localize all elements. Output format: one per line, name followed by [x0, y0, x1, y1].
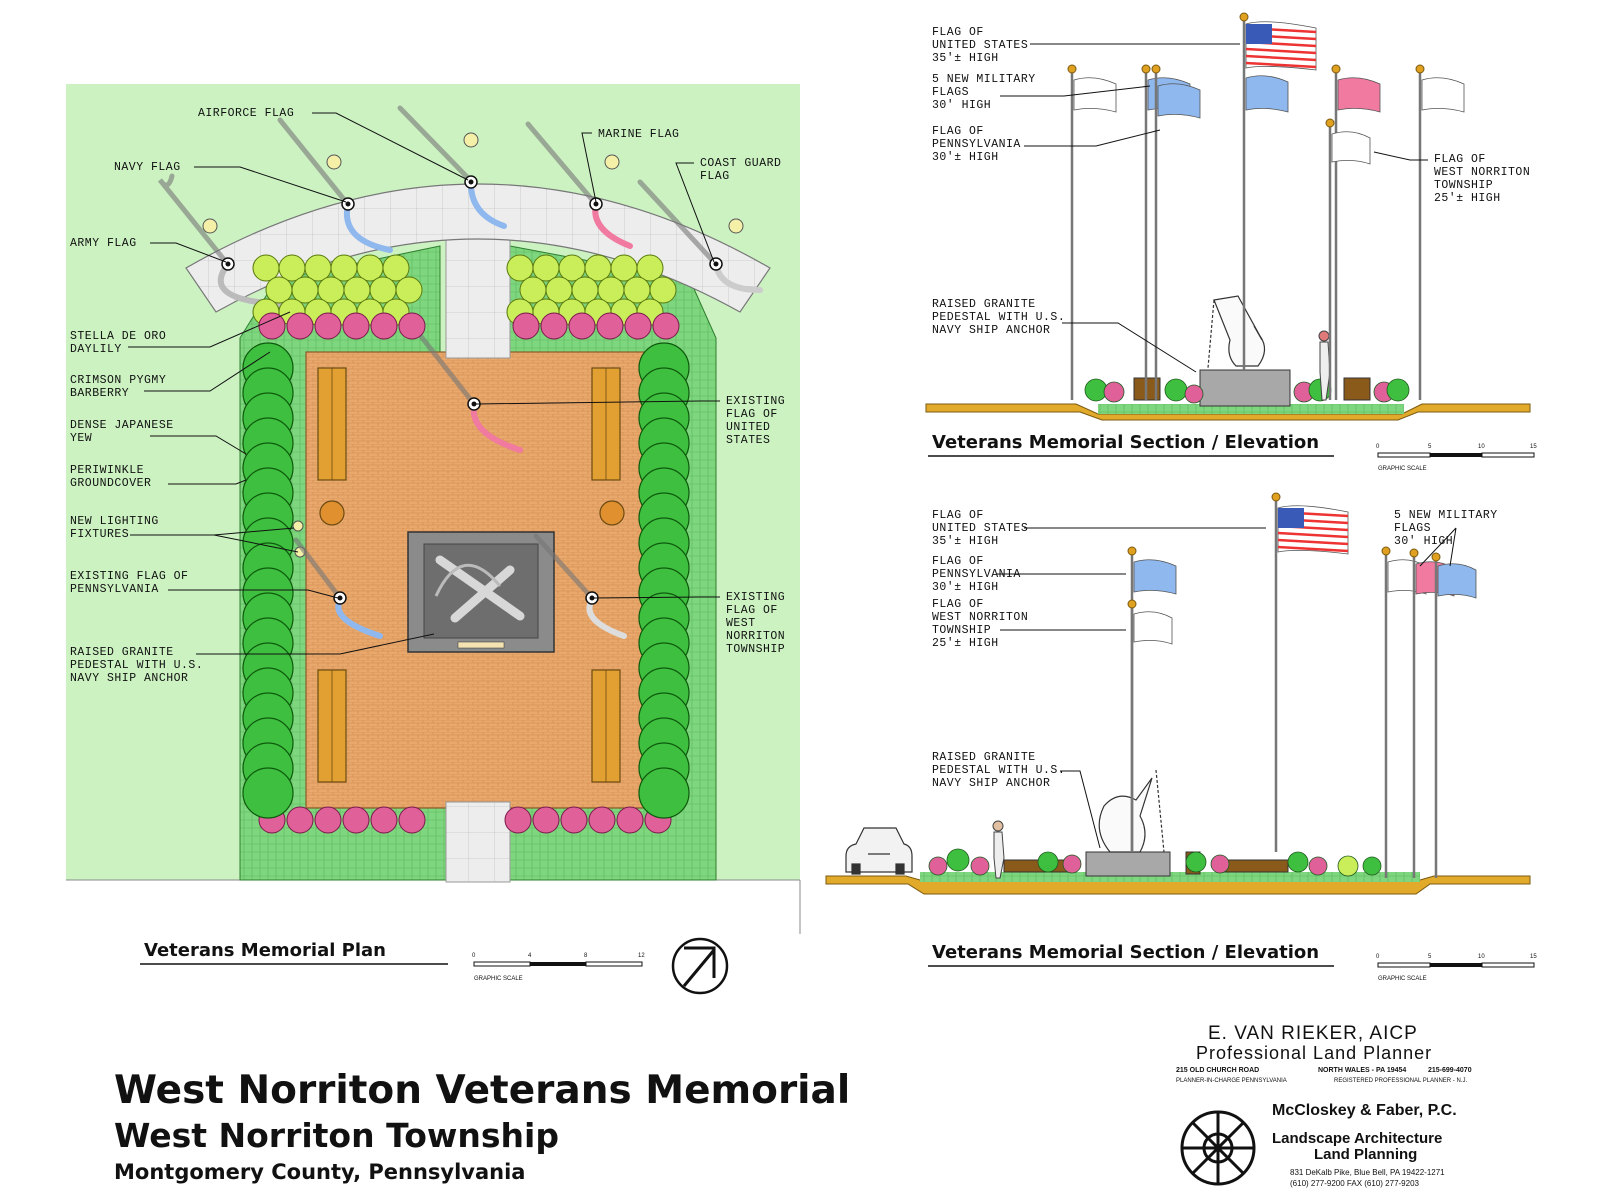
barberry-shrub	[597, 313, 623, 339]
flag-icon	[1074, 78, 1116, 112]
firm-name: McCloskey & Faber, P.C.	[1272, 1102, 1457, 1119]
label-pedestal-3: NAVY SHIP ANCHOR	[70, 672, 189, 685]
e1-mil-1: 5 NEW MILITARY	[932, 73, 1036, 86]
barberry-shrub	[315, 313, 341, 339]
e2-mil-1: 5 NEW MILITARY	[1394, 509, 1498, 522]
project-title: West Norriton Veterans Memorial	[114, 1068, 851, 1113]
label-crimson-2: BARBERRY	[70, 387, 130, 400]
e2-ped-1: RAISED GRANITE	[932, 751, 1036, 764]
elevation-shrub	[1387, 379, 1409, 401]
plan-title: Veterans Memorial Plan	[144, 940, 386, 961]
label-coast-guard-2: FLAG	[700, 170, 730, 183]
plan-scale-0: 0	[472, 953, 476, 959]
project-location: Montgomery County, Pennsylvania	[114, 1160, 526, 1184]
barberry-shrub	[561, 807, 587, 833]
e1-ped-1: RAISED GRANITE	[932, 298, 1036, 311]
e2-us-1: FLAG OF	[932, 509, 984, 522]
flag-canton	[1246, 24, 1272, 44]
pole-finial	[1410, 549, 1418, 557]
e2-pa-3: 30'± HIGH	[932, 581, 999, 594]
elev1-scale-0: 0	[1376, 444, 1380, 450]
e1-wn-2: WEST NORRITON	[1434, 166, 1531, 179]
pole-finial	[1128, 600, 1136, 608]
elev1-labels	[932, 26, 1530, 337]
elev2-scale-caption: GRAPHIC SCALE	[1378, 976, 1427, 982]
flag-icon	[1134, 612, 1172, 644]
elevation-shrub	[1338, 856, 1358, 876]
elev2-person-icon	[993, 821, 1004, 878]
flag-icon	[1338, 78, 1380, 112]
elevation-shrub	[1288, 852, 1308, 872]
e1-us-2: UNITED STATES	[932, 39, 1029, 52]
e1-mil-3: 30' HIGH	[932, 99, 992, 112]
elev2-title: Veterans Memorial Section / Elevation	[932, 942, 1320, 963]
label-lighting-2: FIXTURES	[70, 528, 130, 541]
pole-finial	[1068, 65, 1076, 73]
pole-finial	[1432, 553, 1440, 561]
planner-city: NORTH WALES - PA 19454	[1318, 1067, 1407, 1074]
planner-note-left: PLANNER-IN-CHARGE PENNSYLVANIA	[1176, 1078, 1287, 1084]
sidewalk	[66, 880, 800, 934]
e2-us-3: 35'± HIGH	[932, 535, 999, 548]
barberry-shrub	[343, 807, 369, 833]
e1-ped-2: PEDESTAL WITH U.S.	[932, 311, 1066, 324]
plan-scale-caption: GRAPHIC SCALE	[474, 976, 523, 982]
north-arrow-icon	[673, 939, 727, 993]
barberry-shrub	[399, 313, 425, 339]
planner-name: E. VAN RIEKER, AICP	[1208, 1023, 1418, 1044]
label-navy-flag: NAVY FLAG	[114, 161, 181, 174]
barberry-shrub	[287, 313, 313, 339]
label-airforce-flag: AIRFORCE FLAG	[198, 107, 295, 120]
label-army-flag: ARMY FLAG	[70, 237, 137, 250]
flag-icon	[1158, 84, 1200, 118]
firm-phone: (610) 277-9200 FAX (610) 277-9203	[1290, 1179, 1419, 1188]
memorial-plan	[66, 84, 800, 934]
barberry-shrub	[315, 807, 341, 833]
elevation-shrub	[1363, 857, 1381, 875]
label-us-flag-4: STATES	[726, 434, 771, 447]
elevation-shrub	[929, 857, 947, 875]
e1-wn-3: TOWNSHIP	[1434, 179, 1494, 192]
label-wn-flag-2: FLAG OF	[726, 604, 778, 617]
barberry-shrub	[371, 313, 397, 339]
label-us-flag-2: FLAG OF	[726, 408, 778, 421]
flag-icon	[1422, 78, 1464, 112]
pole-finial	[1326, 119, 1334, 127]
elev1-scale-5: 5	[1428, 444, 1432, 450]
label-wn-flag-5: TOWNSHIP	[726, 643, 786, 656]
e2-pa-1: FLAG OF	[932, 555, 984, 568]
barberry-shrub	[399, 807, 425, 833]
e1-pa-2: PENNSYLVANIA	[932, 138, 1021, 151]
car-icon	[846, 828, 912, 874]
label-crimson-1: CRIMSON PYGMY	[70, 374, 167, 387]
central-walk	[446, 238, 510, 358]
pole-finial	[1240, 13, 1248, 21]
barberry-shrub	[589, 807, 615, 833]
plan-graphic-scale	[472, 953, 645, 982]
e2-wn-3: TOWNSHIP	[932, 624, 992, 637]
elevation-shrub	[971, 857, 989, 875]
elevation-shrub	[1063, 855, 1081, 873]
elevation-shrub	[1038, 852, 1058, 872]
firm-logo-icon	[1182, 1112, 1254, 1184]
label-yew-2: YEW	[70, 432, 93, 445]
elev1-flag-poles	[1068, 13, 1464, 400]
elevation-shrub	[1165, 379, 1187, 401]
e1-mil-2: FLAGS	[932, 86, 970, 99]
flag-icon	[1438, 564, 1476, 598]
e2-wn-1: FLAG OF	[932, 598, 984, 611]
bottom-walk	[446, 802, 510, 882]
elevation-shrub	[1211, 855, 1229, 873]
elev1-pedestal	[1200, 370, 1290, 406]
pole-finial	[1332, 65, 1340, 73]
elev1-scale-10: 10	[1478, 444, 1485, 450]
project-subtitle: West Norriton Township	[114, 1116, 559, 1155]
label-pedestal-1: RAISED GRANITE	[70, 646, 174, 659]
e1-pa-1: FLAG OF	[932, 125, 984, 138]
flag-icon	[1332, 132, 1370, 164]
elevation-shrub	[1104, 382, 1124, 402]
pole-finial	[1382, 547, 1390, 555]
barberry-shrub	[513, 313, 539, 339]
pole-finial	[1128, 547, 1136, 555]
barberry-shrub	[259, 313, 285, 339]
label-wn-flag-1: EXISTING	[726, 591, 786, 604]
elevation-shrub	[1186, 852, 1206, 872]
elevation-shrub	[1085, 379, 1107, 401]
plan-scale-8: 8	[584, 953, 588, 959]
elev2-scale-10: 10	[1478, 954, 1485, 960]
barberry-shrub	[371, 807, 397, 833]
elevation-shrub	[1309, 857, 1327, 875]
label-yew-1: DENSE JAPANESE	[70, 419, 174, 432]
e2-us-2: UNITED STATES	[932, 522, 1029, 535]
elev2-pedestal	[1086, 852, 1170, 876]
flag-icon	[1246, 76, 1288, 112]
e1-wn-4: 25'± HIGH	[1434, 192, 1501, 205]
e1-wn-1: FLAG OF	[1434, 153, 1486, 166]
elev1-title: Veterans Memorial Section / Elevation	[932, 432, 1320, 453]
planner-phone: 215-699-4070	[1428, 1067, 1472, 1074]
elevation-shrub	[947, 849, 969, 871]
e2-wn-2: WEST NORRITON	[932, 611, 1029, 624]
barberry-shrub	[625, 313, 651, 339]
label-wn-flag-3: WEST	[726, 617, 756, 630]
elev2-flag-poles	[1128, 493, 1476, 878]
firm-address: 831 DeKalb Pike, Blue Bell, PA 19422-1271	[1290, 1168, 1445, 1177]
elev1-scale-15: 15	[1530, 444, 1537, 450]
flag-canton	[1278, 508, 1304, 528]
label-marine-flag: MARINE FLAG	[598, 128, 680, 141]
e2-pa-2: PENNSYLVANIA	[932, 568, 1021, 581]
elev1-anchor	[1208, 296, 1265, 368]
flag-icon	[1134, 560, 1176, 594]
barberry-shrub	[653, 313, 679, 339]
barberry-shrub	[541, 313, 567, 339]
label-periwinkle-1: PERIWINKLE	[70, 464, 145, 477]
pole-finial	[1272, 493, 1280, 501]
barberry-shrub	[533, 807, 559, 833]
plan-scale-12: 12	[638, 953, 645, 959]
label-us-flag-1: EXISTING	[726, 395, 786, 408]
label-pa-flag-2: PENNSYLVANIA	[70, 583, 159, 596]
planner-note-right: REGISTERED PROFESSIONAL PLANNER - N.J.	[1334, 1078, 1468, 1084]
elev1-graphic-scale	[1376, 444, 1537, 472]
e1-us-3: 35'± HIGH	[932, 52, 999, 65]
planner-address: 215 OLD CHURCH ROAD	[1176, 1067, 1260, 1074]
elev2-graphic-scale	[1376, 954, 1537, 982]
barberry-shrub	[343, 313, 369, 339]
barberry-shrub	[287, 807, 313, 833]
label-coast-guard-1: COAST GUARD	[700, 157, 782, 170]
e2-mil-3: 30' HIGH	[1394, 535, 1454, 548]
label-stella-2: DAYLILY	[70, 343, 122, 356]
barberry-shrub	[505, 807, 531, 833]
pole-finial	[1142, 65, 1150, 73]
label-stella-1: STELLA DE ORO	[70, 330, 167, 343]
planner-role: Professional Land Planner	[1196, 1043, 1433, 1063]
e1-pa-3: 30'± HIGH	[932, 151, 999, 164]
e2-ped-3: NAVY SHIP ANCHOR	[932, 777, 1051, 790]
barberry-shrub	[569, 313, 595, 339]
elev2-scale-5: 5	[1428, 954, 1432, 960]
e2-wn-4: 25'± HIGH	[932, 637, 999, 650]
label-us-flag-3: UNITED	[726, 421, 771, 434]
firm-line2: Land Planning	[1314, 1146, 1418, 1163]
label-lighting-1: NEW LIGHTING	[70, 515, 159, 528]
plan-scale-4: 4	[528, 953, 532, 959]
e1-us-1: FLAG OF	[932, 26, 984, 39]
barberry-shrub	[617, 807, 643, 833]
firm-line1: Landscape Architecture	[1272, 1130, 1443, 1147]
elev2-scale-15: 15	[1530, 954, 1537, 960]
yew-shrub	[243, 768, 293, 818]
elev1-scale-caption: GRAPHIC SCALE	[1378, 466, 1427, 472]
e1-ped-3: NAVY SHIP ANCHOR	[932, 324, 1051, 337]
pole-finial	[1152, 65, 1160, 73]
e2-ped-2: PEDESTAL WITH U.S.	[932, 764, 1066, 777]
label-pedestal-2: PEDESTAL WITH U.S.	[70, 659, 204, 672]
label-periwinkle-2: GROUNDCOVER	[70, 477, 152, 490]
e2-mil-2: FLAGS	[1394, 522, 1432, 535]
pole-finial	[1416, 65, 1424, 73]
yew-shrub	[639, 768, 689, 818]
elevation-shrub	[1185, 385, 1203, 403]
label-wn-flag-4: NORRITON	[726, 630, 786, 643]
label-pa-flag-1: EXISTING FLAG OF	[70, 570, 189, 583]
elev2-scale-0: 0	[1376, 954, 1380, 960]
